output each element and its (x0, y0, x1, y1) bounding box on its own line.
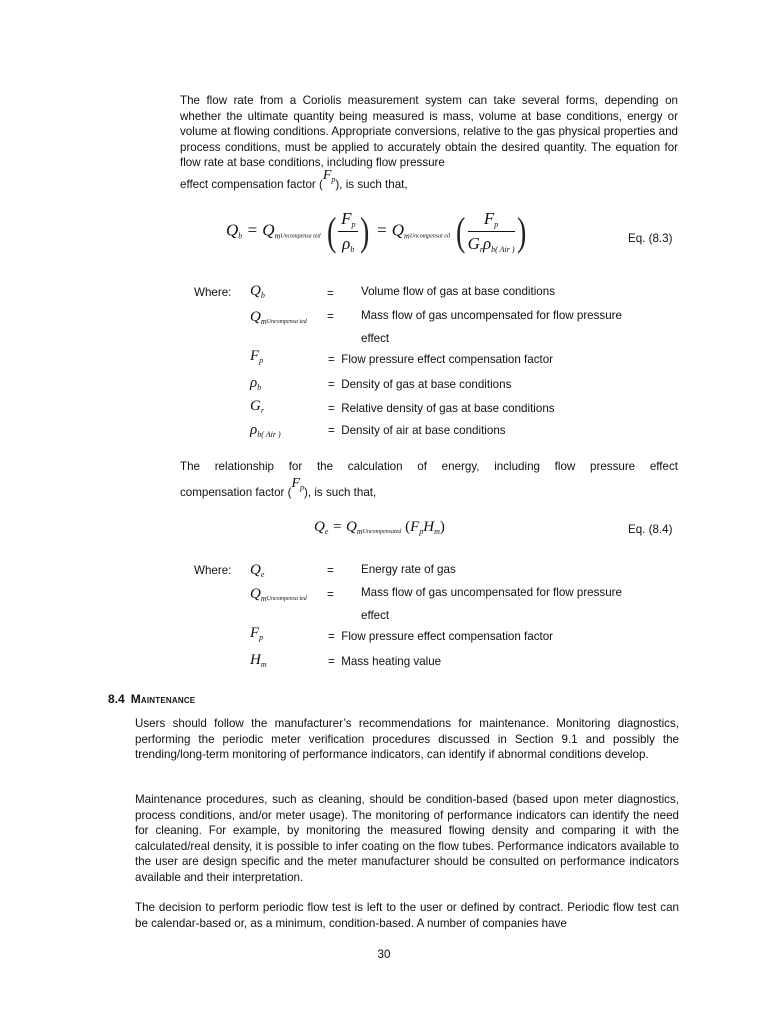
symbol-rho-b: $\rho_b$ (250, 375, 262, 392)
energy-paragraph-tail: compensation factor $(F_p)$, is such that, (180, 476, 377, 499)
energy-paragraph: The relationship for the calculation of energy, including flow pressure effect (180, 460, 678, 473)
fp-inline-symbol-2: $F_p$ (291, 476, 305, 492)
symbol-fp: $F_p$ (250, 348, 264, 365)
equation-8-3: $Q_b$ = $Q_mUncompensa$ ted ( $\frac{F_p}{\rho_b}$ ) = $Q_mUncompensat$ ed ( $\frac{F_p}{G_r\rho_{b( Air )}}$ ) (226, 208, 526, 254)
symbol-hm: $H_m$ (250, 652, 267, 669)
section-heading: 8.4 Maintenance (108, 692, 196, 706)
intro-paragraph: The flow rate from a Coriolis measurement system can take several forms, depending on whether the ultimate quantity being measured is mass, volume at base conditions, energy or volume at flowing conditions. Appropriate conversions, relative to the gas physical properties and process conditions, must be applied to accurately obtain the desired quantity. The equation for flow rate at base conditions, including flow pressure effect compensation factor $(F_p)$, is such that, (180, 93, 678, 197)
equation-8-4: $Q_e$ = $Q_mUncompensated$ $(F_pH_m)$ (314, 519, 445, 536)
maintenance-paragraph-2: Maintenance procedures, such as cleaning, should be condition-based (based upon meter diagnostics, process conditions, and/or meter usage). The monitoring of performance indicators can identify the need for cleaning. For example, by monitoring the measured flowing density and comparing it with the calculated/real density, it is possible to infer coating on the flow tubes. Performance indicators available to the user are design specific and the meter manufacturer should be consulted on performance indicators available and their interpretation. (135, 793, 679, 884)
where-label: Where: (194, 286, 232, 299)
document-page: The flow rate from a Coriolis measurement system can take several forms, depending on whether the ultimate quantity being measured is mass, volume at base conditions, energy or volume at flowing conditions. Appropriate conversions, relative to the gas physical properties and process conditions, must be applied to accurately obtain the desired quantity. The equation for flow rate at base conditions, including flow pressure effect compensation factor $(F_p)$, is such that, $Q_b$ = $Q_mUncompensa$ ted ( $\frac{F_p}{\rho_b}$ ) = $Q_mUncompensat$ ed ( $\frac{F_p}{G_r\rho_{b( Air )}}$ ) Eq. (8.3) Where: $Q_b$ = Volume flow of gas at base conditions $Q_mUncompensa$ ted = Mass flow of gas uncompensated for flow pressure effect $F_p$ = Flow pressure effect compensation factor $\rho_b$ = Density of gas at base conditions $G_r$ = Relative density of gas at base conditions $\rho_{b( Air )}$ = Density of air at base conditions The relationship for the calculation of energy, including flow pressure effect compensation factor $(F_p)$, is such that, $Q_e$ = $Q_mUncompensated$ $(F_pH_m)$ Eq. (8.4) Where: $Q_e$ = Energy rate of gas $Q_mUncompensa$ ted = Mass flow of gas uncompensated for flow pressure effect $F_p$ = Flow pressure effect compensation factor $H_m$ = Mass heating value 8.4 Maintenance Users should follow the manufacturer’s recommendations for maintenance. Monitoring diagnostics, performing the periodic meter verification procedures discussed in Section 9.1 and possibly the trending/long-term monitoring of performance indicators, can identify if abnormal conditions develop. Maintenance procedures, such as cleaning, should be condition-based (based upon meter diagnostics, process conditions, and/or meter usage). The monitoring of performance indicators can identify the need for cleaning. For example, by monitoring the measured flowing density and comparing it with the calculated/real density, it is possible to infer coating on the flow tubes. Performance indicators available to the user are design specific and the meter manufacturer should be consulted on performance indicators available and their interpretation. The decision to perform periodic flow test is left to the user or defined by contract. Periodic flow test can be calendar-based or, as a minimum, condition-based. A number of companies have 30 (0, 0, 768, 1024)
fp-inline-symbol: $F_p$ (322, 167, 336, 184)
symbol-qe: $Q_e$ (250, 562, 265, 579)
symbol-qm-uncompensated-2: $Q_mUncompensa$ ted (250, 586, 307, 603)
symbol-rho-air: $\rho_{b( Air )}$ (250, 422, 281, 439)
equation-8-3-label: Eq. (8.3) (628, 232, 673, 245)
symbol-fp-2: $F_p$ (250, 625, 264, 642)
page-number: 30 (377, 948, 391, 961)
where-label-2: Where: (194, 564, 232, 577)
symbol-qb: $Q_b$ (250, 283, 265, 300)
equation-8-4-label: Eq. (8.4) (628, 523, 673, 536)
maintenance-paragraph-1: Users should follow the manufacturer’s recommendations for maintenance. Monitoring diagnostics, performing the periodic meter verification procedures discussed in Section 9.1 and possibly the trending/long-term monitoring of performance indicators, can identify if abnormal conditions develop. (135, 717, 679, 762)
maintenance-paragraph-3: The decision to perform periodic flow test is left to the user or defined by contract. Periodic flow test can be calendar-based or, as a minimum, condition-based. A number of companies have (135, 901, 679, 930)
intro-paragraph-tail: effect compensation factor $(F_p)$, is such that, (180, 167, 408, 191)
symbol-qm-uncompensated: $Q_mUncompensa$ ted (250, 309, 307, 326)
symbol-gr: $G_r$ (250, 398, 264, 415)
